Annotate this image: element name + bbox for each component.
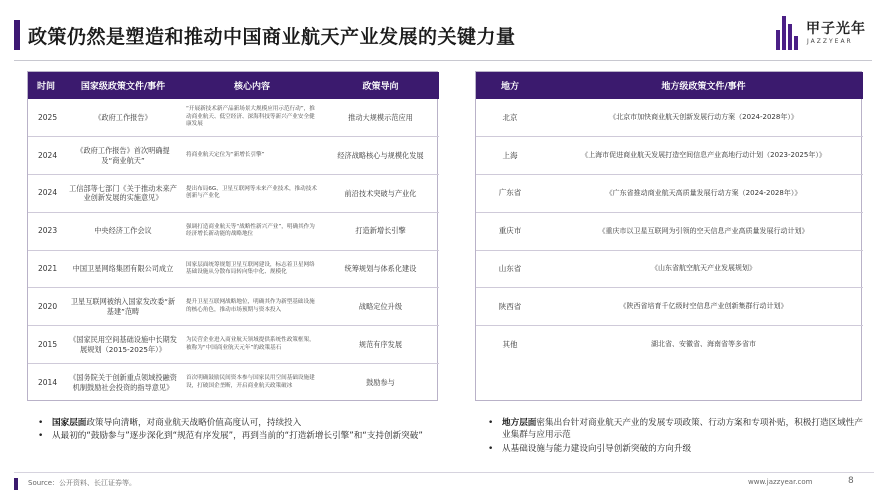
row-policy-guide: 前沿技术突破与产业化 [322, 175, 439, 213]
row-year: 2020 [28, 288, 64, 326]
header-local-doc: 地方级政策文件/事件 [544, 72, 863, 99]
table-row [476, 212, 863, 250]
page-number: 8 [848, 476, 854, 486]
local-policy-panel [475, 71, 862, 401]
table-row [476, 137, 863, 175]
row-year: 2025 [28, 99, 64, 137]
row-local-doc: 《陕西省培育千亿级时空信息产业创新集群行动计划》 [544, 288, 863, 326]
row-core-content: 提升卫星互联网战略地位，明确其作为新型基础设施的核心角色，推动市场预期与资本投入 [182, 288, 322, 326]
row-year: 2015 [28, 326, 64, 364]
header-national-doc: 国家级政策文件/事件 [64, 72, 182, 99]
row-region: 重庆市 [476, 212, 544, 250]
table-row [476, 250, 863, 288]
row-national-doc: 中国卫星网络集团有限公司成立 [64, 250, 182, 288]
footer-divider [14, 472, 874, 473]
table-row [476, 99, 863, 137]
table-row [28, 175, 439, 213]
title-divider [14, 60, 872, 61]
table-row [476, 288, 863, 326]
table-row [28, 137, 439, 175]
row-core-content: 国家层面统筹规划卫星互联网建设，标志着卫星网络基础设施从分散布局转向集中化、规模化 [182, 250, 322, 288]
table-row [476, 326, 863, 364]
row-local-doc: 湖北省、安徽省、海南省等多省市 [651, 340, 756, 349]
bullet-item [36, 430, 436, 442]
row-core-content: 为民营企业进入商业航天领域提供系统性政策框架，被称为“中国商业航天元年”的政策基石 [182, 326, 322, 364]
row-year: 2014 [38, 377, 58, 387]
row-year: 2021 [28, 250, 64, 288]
bullet-item [486, 417, 866, 442]
row-policy-guide: 规范有序发展 [322, 326, 439, 364]
row-region: 陕西省 [476, 288, 544, 326]
bullet-item [486, 443, 866, 455]
row-core-content: “开展新技术新产品新场景大规模应用示范行动”，推动商业航天、低空经济、深海科技等新兴产业安全健康发展 [182, 99, 322, 137]
national-policy-table [28, 72, 439, 401]
row-region: 上海 [476, 137, 544, 175]
row-national-doc: 《国家民用空间基础设施中长期发展规划（2015-2025年）》 [64, 326, 182, 364]
row-local-doc: 《上海市促进商业航天发展打造空间信息产业高地行动计划（2023-2025年）》 [544, 137, 863, 175]
table-row [28, 364, 439, 402]
row-local-doc: 《广东省推动商业航天高质量发展行动方案（2024-2028年）》 [544, 175, 863, 213]
bullet-item [36, 417, 436, 429]
table-row [476, 175, 863, 213]
row-policy-guide: 统筹规划与体系化建设 [322, 250, 439, 288]
row-national-doc: 《政府工作报告》首次明确提及“商业航天” [64, 137, 182, 175]
bullet-text: 从最初的“鼓励参与”逐步深化到“规范有序发展”，再到当前的“打造新增长引擎”和“支持创新突破” [52, 431, 423, 442]
table-row [28, 326, 439, 364]
row-year: 2023 [28, 212, 64, 250]
row-national-doc: 中央经济工作会议 [64, 212, 182, 250]
bullet-emphasis: 地方层面 [502, 418, 537, 428]
row-national-doc: 卫星互联网被纳入国家发改委“新基建”范畴 [64, 288, 182, 326]
table-header-row [28, 72, 439, 99]
bullet-dot-icon: • [38, 418, 44, 428]
local-policy-table [476, 72, 863, 364]
national-policy-panel [27, 71, 438, 401]
national-summary-bullets [36, 417, 436, 444]
row-national-doc: 工信部等七部门《关于推动未来产业创新发展的实施意见》 [64, 175, 182, 213]
row-year: 2024 [28, 175, 64, 213]
table-row [28, 99, 439, 137]
table-row [28, 288, 439, 326]
page-title: 政策仍然是塑造和推动中国商业航天产业发展的关键力量 [28, 26, 516, 48]
bullet-dot-icon: • [488, 418, 494, 428]
row-region: 广东省 [476, 175, 544, 213]
row-local-doc: 《山东省航空航天产业发展规划》 [544, 250, 863, 288]
logo-name: 甲子光年 [806, 21, 866, 37]
website-link[interactable]: www.jazzyear.com [748, 478, 813, 486]
row-policy-guide: 经济战略核心与规模化发展 [322, 137, 439, 175]
bullet-text: 从基础设施与能力建设向引导创新突破的方向升级 [502, 443, 692, 454]
source-note: Source：公开资料、长江证券等。 [28, 479, 137, 487]
header-region: 地方 [476, 72, 544, 99]
bullet-dot-icon: • [38, 431, 44, 442]
row-policy-guide: 推动大规模示范应用 [322, 99, 439, 137]
row-local-doc: 《重庆市以卫星互联网为引领的空天信息产业高质量发展行动计划》 [544, 212, 863, 250]
row-policy-guide: 打造新增长引擎 [322, 212, 439, 250]
bullet-dot-icon: • [488, 443, 494, 454]
row-policy-guide: 战略定位升级 [322, 288, 439, 326]
row-local-doc: 《北京市加快商业航天创新发展行动方案（2024-2028年）》 [544, 99, 863, 137]
logo-subtitle: JAZZYEAR [807, 38, 853, 45]
brand-logo [776, 14, 876, 54]
row-region: 山东省 [476, 250, 544, 288]
row-policy-guide: 鼓励参与 [366, 377, 395, 387]
logo-mark-icon [776, 16, 802, 50]
title-accent-bar [14, 20, 20, 50]
table-row [28, 212, 439, 250]
bullet-text: 密集出台针对商业航天产业的发展专项政策、行动方案和专项补贴，积极打造区域性产业集群与应用示范 [502, 418, 863, 441]
bullet-emphasis: 国家层面 [52, 418, 87, 428]
row-national-doc: 《政府工作报告》 [64, 99, 182, 137]
header-policy-guide: 政策导向 [322, 72, 439, 99]
header-core-content: 核心内容 [182, 72, 322, 99]
row-core-content: 提出布局6G、卫星互联网等未来产业技术，推动技术创新与产业化 [182, 175, 322, 213]
footer-accent-bar [14, 478, 18, 490]
row-year: 2024 [28, 137, 64, 175]
local-summary-bullets [486, 417, 866, 456]
row-core-content: 首次明确鼓励民间资本参与国家民用空间基础设施建设，打破国企垄断，开启商业航天政策破冰 [186, 375, 315, 389]
row-national-doc: 《国务院关于创新重点领域投融资机制鼓励社会投资的指导意见》 [69, 373, 177, 392]
row-core-content: 将商业航天定位为“新增长引擎” [182, 137, 322, 175]
table-header-row [476, 72, 863, 99]
bullet-text: 政策导向清晰，对商业航天战略价值高度认可，持续投入 [86, 418, 302, 428]
row-core-content: 强调打造商业航天等“战略性新兴产业”，明确其作为经济增长新动能的战略地位 [182, 212, 322, 250]
header-time: 时间 [28, 72, 64, 99]
row-region: 北京 [476, 99, 544, 137]
table-row [28, 250, 439, 288]
row-region: 其他 [502, 339, 518, 349]
